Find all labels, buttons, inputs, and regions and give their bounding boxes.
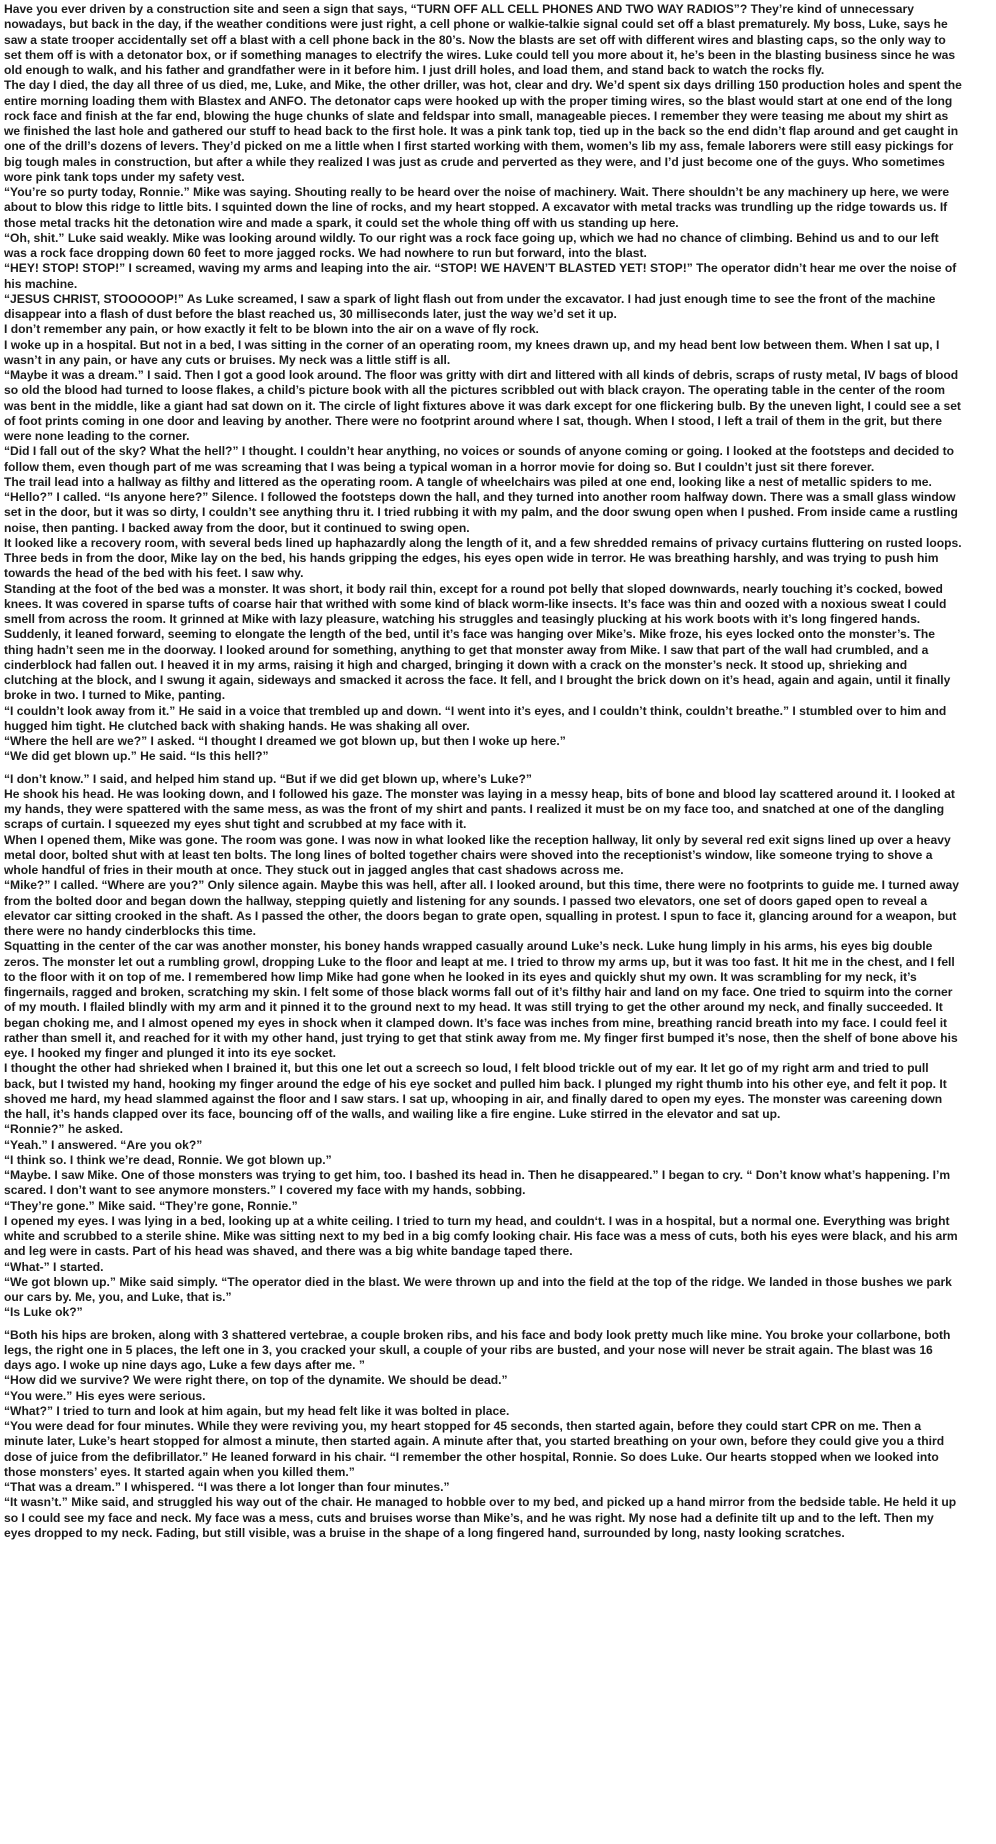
paragraph: “That was a dream.” I whispered. “I was there a lot longer than four minutes.” xyxy=(4,1480,450,1494)
paragraph: “HEY! STOP! STOP!” I screamed, waving my arms and leaping into the air. “STOP! WE HAVEN’T BLASTED YET! STOP!” The operator didn’t hear me over the noise of his machine. xyxy=(4,261,957,291)
paragraph: “Yeah.” I answered. “Are you ok?” xyxy=(4,1137,203,1152)
paragraph: “You were.” His eyes were serious. xyxy=(4,1388,206,1403)
paragraph: “Maybe. I saw Mike. One of those monsters was trying to get him, too. I bashed its head in. Then he disappeared.” I began to cry. “ Don’t know what’s happening. I’m scared. I don’t want to see anymore monsters.” I covered my face with my hands, sobbing. xyxy=(4,1168,951,1198)
paragraph: “I don’t know.” I said, and helped him stand up. “But if we did get blown up, where’s Luke?” xyxy=(4,771,532,786)
paragraph: “Oh, shit.” Luke said weakly. Mike was looking around wildly. To our right was a rock face going up, which we had no chance of climbing. Behind us and to our left was a rock face dropping down 60 feet to more jagged rocks. We had nowhere to run but forward, into the blast. xyxy=(4,230,939,260)
paragraph: Have you ever driven by a construction site and seen a sign that says, “TURN OFF ALL CELL PHONES AND TWO WAY RADIOS”? They’re kind of unnecessary nowadays, but back in the day, if the weather conditions were just right, a cell phone or walkie-talkie signal could set off a blast prematurely. My boss, Luke, says he saw a state trooper accidentally set off a blast with a cell phone back in the 80’s. Now the blasts are set off with different wires and blasting caps, so the only way to set them off is with a detonator box, or if something manages to electrify the wires. Luke could tell you more about it, he’s been in the blasting business since he was old enough to walk, and his father and grandfather were in it before him. I just drill holes, and load them, and stand back to watch the rocks fly. xyxy=(4,2,956,77)
paragraph: I woke up in a hospital. But not in a bed, I was sitting in the corner of an operating room, my knees drawn up, and my head bent low between them. When I sat up, I wasn’t in any pain, or have any cuts or bruises. My neck was a little stiff is all. xyxy=(4,337,940,367)
paragraph: Squatting in the center of the car was another monster, his boney hands wrapped casually around Luke’s neck. Luke hung limply in his arms, his eyes big double zeros. The monster let out a rumbling growl, dropping Luke to the floor and leapt at me. I tried to throw my arms up, but it was too fast. It hit me in the chest, and I fell to the floor with it on top of me. I remembered how limp Mike had gone when he looked in its eyes and quickly shut my own. It was scrambling for my neck, it’s fingernails, ragged and broken, scratching my skin. I felt some of those black worms fall out of it’s filthy hair and land on my face. One tried to squirm into the corner of my mouth. I flailed blindly with my arm and it pinned it to the ground next to my head. It was still trying to get the other around my neck, and finally succeeded. It began choking me, and I almost opened my eyes in shock when it clamped down. It’s face was inches from mine, breathing rancid breath into my face. I could feel it rather than smell it, and reached for it with my other hand, just trying to get that stink away from me. My finger first bumped it’s nose, then the shelf of bone above his eye. I hooked my finger and plunged it into its eye socket. xyxy=(4,939,958,1060)
paragraph: “What?” I tried to turn and look at him again, but my head felt like it was bolted in place. xyxy=(4,1403,510,1418)
paragraph: Standing at the foot of the bed was a monster. It was short, it body rail thin, except for a round pot belly that sloped downwards, nearly touching it’s cocked, bowed knees. It was covered in sparse tufts of coarse hair that writhed with some kind of black worm-like insects. It’s face was thin and oozed with a noxious sweat I could smell from across the room. It grinned at Mike with lazy pleasure, watching his struggles and teasingly plucking at his work boots with it’s long fingered hands. Suddenly, it leaned forward, seeming to elongate the length of the bed, until it’s face was hanging over Mike’s. Mike froze, his eyes locked onto the monster’s. The thing hadn’t seen me in the doorway. I looked around for something, anything to get that monster away from Mike. I saw that part of the wall had crumbled, and a cinderblock had fallen out. I heaved it in my arms, raising it high and charged, bringing it down with a crack on the monster’s neck. It stood up, shrieking and clutching at the block, and I swung it again, sideways and smacked it across the face. It fell, and I brought the brick down on it’s head, again and again, until it finally broke in two. I turned to Mike, panting. xyxy=(4,581,951,703)
paragraph: I don’t remember any pain, or how exactly it felt to be blown into the air on a wave of fly rock. xyxy=(4,322,539,337)
paragraph: I opened my eyes. I was lying in a bed, looking up at a white ceiling. I tried to turn my head, and couldn‘t. I was in a hospital, but a normal one. Everything was bright white and scrubbed to a sterile shine. Mike was sitting next to my bed in a big comfy looking chair. His face was a mess of cuts, both his eyes were black, and his arm and leg were in casts. Part of his head was shaved, and there was a big white bandage taped there. xyxy=(4,1213,958,1259)
paragraph: “Where the hell are we?” I asked. “I thought I dreamed we got blown up, but then I woke up here.” xyxy=(4,734,566,748)
paragraph: “Hello?” I called. “Is anyone here?” Silence. I followed the footsteps down the hall, and they turned into another room halfway down. There was a small glass window set in the door, but it was so dirty, I couldn’t see anything thru it. I tried rubbing it with my palm, and the door swung open when I pushed. From inside came a rustling noise, then panting. I backed away from the door, but it continued to swing open. xyxy=(4,490,958,535)
paragraph: “It wasn’t.” Mike said, and struggled his way out of the chair. He managed to hobble over to my bed, and picked up a hand mirror from the bedside table. He held it up so I could see my face and neck. My face was a mess, cuts and bruises worse than Mike’s, and he was right. My nose had a definite tilt up and to the left. Then my eyes dropped to my neck. Fading, but still visible, was a bruise in the shape of a long fingered hand, surrounded by long, nasty looking scratches. xyxy=(4,1495,957,1540)
paragraph: “Did I fall out of the sky? What the hell?” I thought. I couldn’t hear anything, no voices or sounds of anyone coming or going. I looked at the footsteps and decided to follow them, even though part of me was screaming that I was being a typical woman in a horror movie for doing so. But I couldn’t just sit there forever. xyxy=(4,444,955,474)
paragraph: “I think so. I think we’re dead, Ronnie. We got blown up.” xyxy=(4,1152,332,1167)
paragraph: The day I died, the day all three of us died, me, Luke, and Mike, the other driller, was hot, clear and dry. We’d spent six days drilling 150 production holes and spent the entire morning loading them with Blastex and ANFO. The detonator caps were hooked up with the proper timing wires, so the blast would start at one end of the long rock face and finish at the far end, blowing the huge chunks of slate and feldspar into small, manageable pieces. I remember they were teasing me about my shirt as we finished the last hole and gathered our stuff to head back to the first hole. It was a pink tank top, tied up in the back so the end didn’t flap around and get caught in one of the drill’s dozens of levers. They’d picked on me a little when I first started working with them, women’s lib my ass, female laborers were still easy pickings for big tough males in construction, but after a while they realized I was just as crude and perverted as they were, and I’d just become one of the guys. Who sometimes wore pink tank tops under my safety vest. xyxy=(4,78,962,184)
paragraph: “JESUS CHRIST, STOOOOOP!” As Luke screamed, I saw a spark of light flash out from under the excavator. I had just enough time to see the front of the machine disappear into a flash of dust before the blast reached us, 30 milliseconds later, just the way we’d set it up. xyxy=(4,291,936,321)
paragraph: “Mike?” I called. “Where are you?” Only silence again. Maybe this was hell, after all. I looked around, but this time, there were no footprints to guide me. I turned away from the bolted door and began down the hallway, stepping quietly and listening for any sounds. I passed two elevators, one set of doors gaped open to reveal a elevator car sitting crooked in the shaft. As I passed the other, the doors began to grate open, squalling in protest. I spun to face it, glancing around for a weapon, but there were no handy cinderblocks this time. xyxy=(4,878,959,938)
paragraph: “How did we survive? We were right there, on top of the dynamite. We should be dead.” xyxy=(4,1373,508,1388)
paragraph: The trail lead into a hallway as filthy and littered as the operating room. A tangle of wheelchairs was piled at one end, looking like a nest of metallic spiders to me. xyxy=(4,474,932,489)
paragraph: It looked like a recovery room, with several beds lined up haphazardly along the length of it, and a few shredded remains of privacy curtains fluttering on rusted loops. Three beds in from the door, Mike lay on the bed, his hands gripping the edges, his eyes open wide in terror. He was breathing harshly, and was trying to push him towards the head of the bed with his feet. I saw why. xyxy=(4,535,962,581)
paragraph: “Both his hips are broken, along with 3 shattered vertebrae, a couple broken ribs, and his face and body look pretty much like mine. You broke your collarbone, both legs, the right one in 5 places, the left one in 3, you cracked your skull, a couple of your ribs are busted, and your nose will never be strait again. The blast was 16 days ago. I woke up nine days ago, Luke a few days after me. ” xyxy=(4,1327,951,1372)
paragraph: “We got blown up.” Mike said simply. “The operator died in the blast. We were thrown up and into the field at the top of the ridge. We landed in those bushes we park our cars by. Me, you, and Luke, that is.” xyxy=(4,1274,952,1304)
paragraph: “You’re so purty today, Ronnie.” Mike was saying. Shouting really to be heard over the noise of machinery. Wait. There shouldn’t be any machinery up here, we were about to blow this ridge to little bits. I squinted down the line of rocks, and my heart stopped. A excavator with metal tracks was trundling up the ridge towards us. If those metal tracks hit the detonation wire and made a spark, it could set the whole thing off with us standing up here. xyxy=(4,185,950,230)
paragraph: When I opened them, Mike was gone. The room was gone. I was now in what looked like the reception hallway, lit only by several red exit signs lined up over a heavy metal door, bolted shut with at least ten bolts. The long lines of bolted together chairs were shoved into the receptionist’s window, like someone trying to shove a whole handful of fries in their mouth at once. They stuck out in jagged angles that cast shadows across me. xyxy=(4,832,951,877)
paragraph: “You were dead for four minutes. While they were reviving you, my heart stopped for 45 seconds, then started again, before they could start CPR on me. Then a minute later, Luke’s heart stopped for almost a minute, then started again. A minute after that, you started breathing on your own, before they could give you a third dose of juice from the defibrillator.” He leaned forward in his chair. “I remember the other hospital, Ronnie. So does Luke. Our hearts stopped when we looked into those monsters’ eyes. It started again when you killed them.” xyxy=(4,1419,945,1479)
paragraph: “Maybe it was a dream.” I said. Then I got a good look around. The floor was gritty with dirt and littered with all kinds of debris, scraps of rusty metal, IV bags of blood so old the blood had turned to loose flakes, a child’s picture book with all the pictures scribbled out with black crayon. The operating table in the center of the room was bent in the middle, like a giant had sat down on it. The circle of light fixtures above it was dark except for one flickering bulb. By the uneven light, I could see a set of foot prints coming in one door and leaving by another. There were no footprint around where I sat, though. When I stood, I left a trail of them in the grit, but there were none leading to the corner. xyxy=(4,368,961,443)
paragraph: “They’re gone.” Mike said. “They’re gone, Ronnie.” xyxy=(4,1198,298,1213)
paragraph: “Ronnie?” he asked. xyxy=(4,1122,123,1137)
paragraph: “Is Luke ok?” xyxy=(4,1305,83,1320)
paragraph: “I couldn’t look away from it.” He said in a voice that trembled up and down. “I went into it’s eyes, and I couldn’t think, couldn’t breathe.” I stumbled over to him and hugged him tight. He clutched back with shaking hands. He was shaking all over. xyxy=(4,703,947,733)
paragraph: He shook his head. He was looking down, and I followed his gaze. The monster was laying in a messy heap, bits of bone and blood lay scattered around it. I looked at my hands, they were spattered with the same mess, as was the front of my shirt and pants. I realized it must be on my face too, and snatched at one of the dangling scraps of curtain. I squeezed my eyes shut tight and scrubbed at my face with it. xyxy=(4,786,955,832)
paragraph: “What-” I started. xyxy=(4,1259,104,1274)
story-document xyxy=(4,2,962,1541)
paragraph: “We did get blown up.” He said. “Is this hell?” xyxy=(4,749,269,764)
paragraph: I thought the other had shrieked when I brained it, but this one let out a screech so loud, I felt blood trickle out of my ear. It let go of my right arm and tried to pull back, but I twisted my hand, hooking my finger around the edge of his eye socket and pulled him back. I plunged my right thumb into his other eye, and felt it pop. It shoved me hard, my head slammed against the floor and I saw stars. I sat up, whooping in air, and finally dared to open my eyes. The monster was careening down the hall, it’s hands clapped over its face, bouncing off of the walls, and wailing like a fire engine. Luke stirred in the elevator and sat up. xyxy=(4,1061,947,1121)
